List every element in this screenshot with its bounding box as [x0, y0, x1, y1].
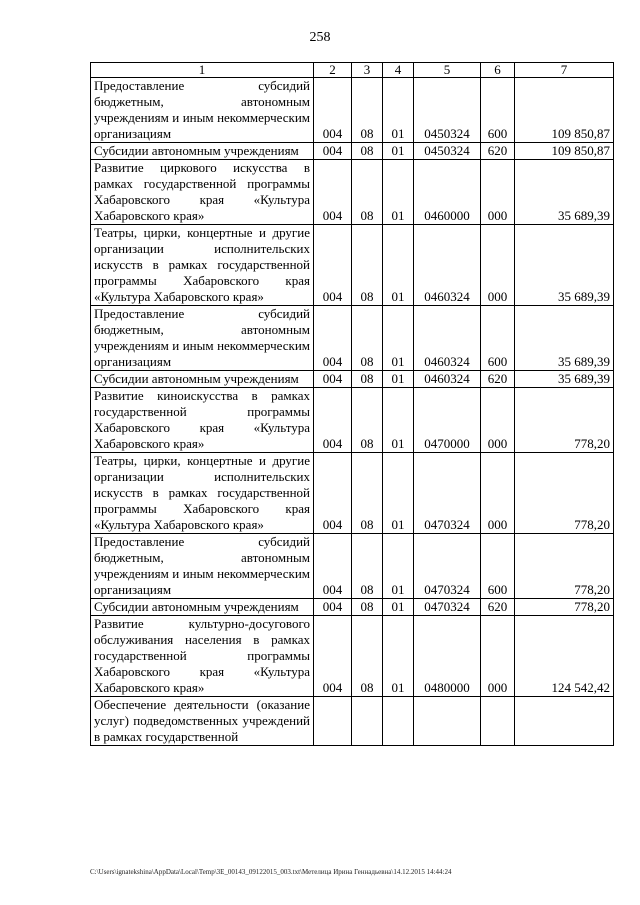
column-header: 7 — [515, 63, 614, 78]
table-row — [91, 306, 614, 371]
cell-ministry-code: 004 — [314, 616, 352, 697]
cell-target-article: 0450324 — [414, 78, 481, 143]
column-header: 1 — [91, 63, 314, 78]
cell-amount — [515, 697, 614, 746]
row-description: Субсидии автономным учреждениям — [91, 143, 314, 160]
column-header: 5 — [414, 63, 481, 78]
cell-target-article — [414, 697, 481, 746]
table-row — [91, 453, 614, 534]
cell-target-article: 0480000 — [414, 616, 481, 697]
cell-section-code: 08 — [352, 388, 383, 453]
cell-expense-type: 620 — [481, 371, 515, 388]
cell-amount: 35 689,39 — [515, 225, 614, 306]
row-description: Развитие культурно-досугового обслуживания населения в рамках государственной программы Хабаровского края «Культура Хабаровского края» — [91, 616, 314, 697]
cell-amount: 124 542,42 — [515, 616, 614, 697]
cell-subsection-code: 01 — [383, 388, 414, 453]
row-description: Театры, цирки, концертные и другие организации исполнительских искусств в рамках государственной программы Хабаровского края «Культура Хабаровского края» — [91, 225, 314, 306]
budget-table — [90, 62, 614, 746]
column-header: 3 — [352, 63, 383, 78]
cell-subsection-code: 01 — [383, 306, 414, 371]
cell-subsection-code: 01 — [383, 371, 414, 388]
cell-ministry-code: 004 — [314, 599, 352, 616]
table-row — [91, 599, 614, 616]
cell-target-article: 0470324 — [414, 599, 481, 616]
row-description: Театры, цирки, концертные и другие организации исполнительских искусств в рамках государственной программы Хабаровского края «Культура Хабаровского края» — [91, 453, 314, 534]
row-description: Предоставление субсидий бюджетным, автономным учреждениям и иным некоммерческим организациям — [91, 306, 314, 371]
cell-target-article: 0460324 — [414, 306, 481, 371]
table-row — [91, 534, 614, 599]
cell-section-code — [352, 697, 383, 746]
cell-expense-type: 600 — [481, 78, 515, 143]
cell-ministry-code — [314, 697, 352, 746]
column-header: 2 — [314, 63, 352, 78]
row-description: Субсидии автономным учреждениям — [91, 371, 314, 388]
cell-expense-type: 000 — [481, 225, 515, 306]
row-description: Предоставление субсидий бюджетным, автономным учреждениям и иным некоммерческим организациям — [91, 534, 314, 599]
row-description: Развитие циркового искусства в рамках государственной программы Хабаровского края «Культура Хабаровского края» — [91, 160, 314, 225]
cell-ministry-code: 004 — [314, 453, 352, 534]
cell-amount: 778,20 — [515, 534, 614, 599]
cell-section-code: 08 — [352, 78, 383, 143]
cell-section-code: 08 — [352, 599, 383, 616]
cell-section-code: 08 — [352, 534, 383, 599]
cell-amount: 109 850,87 — [515, 143, 614, 160]
cell-subsection-code: 01 — [383, 534, 414, 599]
table-row — [91, 388, 614, 453]
cell-ministry-code: 004 — [314, 143, 352, 160]
cell-amount: 778,20 — [515, 599, 614, 616]
cell-expense-type: 000 — [481, 160, 515, 225]
table-row — [91, 225, 614, 306]
page-number: 258 — [309, 30, 331, 45]
row-description: Обеспечение деятельности (оказание услуг) подведомственных учреждений в рамках государственной — [91, 697, 314, 746]
row-description: Предоставление субсидий бюджетным, автономным учреждениям и иным некоммерческим организациям — [91, 78, 314, 143]
cell-expense-type: 000 — [481, 453, 515, 534]
cell-section-code: 08 — [352, 225, 383, 306]
cell-section-code: 08 — [352, 453, 383, 534]
cell-amount: 778,20 — [515, 388, 614, 453]
cell-amount: 35 689,39 — [515, 160, 614, 225]
cell-expense-type: 600 — [481, 306, 515, 371]
file-path-footer: C:\Users\ignatekshina\AppData\Local\Temp\3E_00143_09122015_003.txt\Метелица Ирина Геннадьевна\14.12.2015 14:44:24 — [90, 868, 452, 876]
cell-ministry-code: 004 — [314, 160, 352, 225]
cell-subsection-code: 01 — [383, 225, 414, 306]
row-description: Субсидии автономным учреждениям — [91, 599, 314, 616]
cell-ministry-code: 004 — [314, 78, 352, 143]
cell-target-article: 0460000 — [414, 160, 481, 225]
cell-section-code: 08 — [352, 371, 383, 388]
cell-expense-type: 000 — [481, 388, 515, 453]
cell-target-article: 0470000 — [414, 388, 481, 453]
cell-subsection-code: 01 — [383, 616, 414, 697]
table-row — [91, 160, 614, 225]
cell-section-code: 08 — [352, 143, 383, 160]
cell-expense-type: 620 — [481, 143, 515, 160]
cell-amount: 35 689,39 — [515, 371, 614, 388]
cell-target-article: 0460324 — [414, 371, 481, 388]
cell-ministry-code: 004 — [314, 306, 352, 371]
cell-ministry-code: 004 — [314, 388, 352, 453]
column-header: 6 — [481, 63, 515, 78]
cell-subsection-code: 01 — [383, 599, 414, 616]
cell-target-article: 0470324 — [414, 534, 481, 599]
cell-section-code: 08 — [352, 616, 383, 697]
row-description: Развитие киноискусства в рамках государственной программы Хабаровского края «Культура Хабаровского края» — [91, 388, 314, 453]
table-row — [91, 143, 614, 160]
table-row — [91, 697, 614, 746]
cell-target-article: 0450324 — [414, 143, 481, 160]
cell-ministry-code: 004 — [314, 534, 352, 599]
table-header-row — [91, 63, 614, 78]
table-row — [91, 616, 614, 697]
cell-subsection-code: 01 — [383, 143, 414, 160]
cell-target-article: 0470324 — [414, 453, 481, 534]
cell-amount: 109 850,87 — [515, 78, 614, 143]
cell-expense-type: 000 — [481, 616, 515, 697]
cell-expense-type: 600 — [481, 534, 515, 599]
cell-target-article: 0460324 — [414, 225, 481, 306]
cell-expense-type: 620 — [481, 599, 515, 616]
cell-subsection-code: 01 — [383, 453, 414, 534]
cell-section-code: 08 — [352, 306, 383, 371]
cell-ministry-code: 004 — [314, 371, 352, 388]
cell-subsection-code — [383, 697, 414, 746]
cell-expense-type — [481, 697, 515, 746]
cell-subsection-code: 01 — [383, 160, 414, 225]
cell-amount: 35 689,39 — [515, 306, 614, 371]
cell-section-code: 08 — [352, 160, 383, 225]
cell-amount: 778,20 — [515, 453, 614, 534]
cell-subsection-code: 01 — [383, 78, 414, 143]
table-row — [91, 371, 614, 388]
column-header: 4 — [383, 63, 414, 78]
cell-ministry-code: 004 — [314, 225, 352, 306]
table-row — [91, 78, 614, 143]
